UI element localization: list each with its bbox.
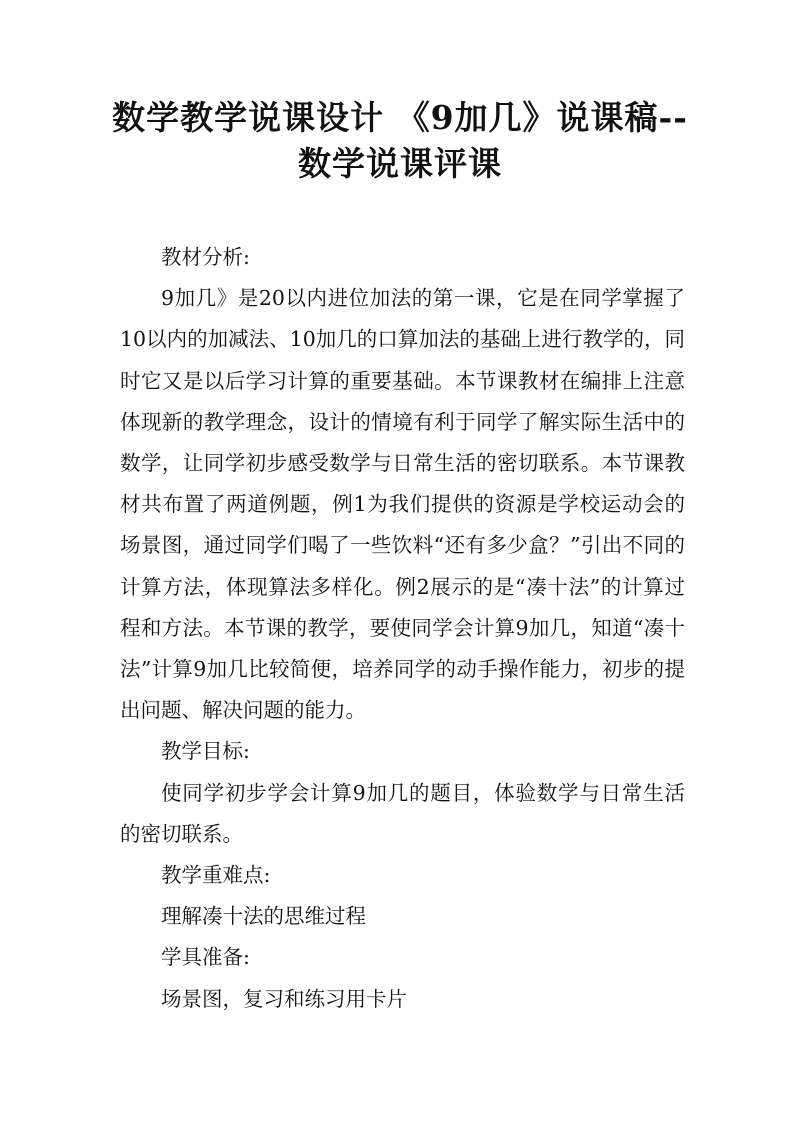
heading-teaching-goals: 教学目标: [161, 739, 250, 764]
heading-key-difficulties: 教学重难点: [161, 863, 271, 888]
paragraph-material-analysis: 9加几》是20以内进位加法的第一课，它是在同学掌握了10以内的加减法、10加几的口算加法的基础上进行教学的，同时它又是以后学习计算的重要基础。本节课教材在编排上注意体现新的教学理念，设计的情境有利于同学了解实际生活中的数学，让同学初步感受数学与日常生活的密切联系。本节课教材共布置了两道例题，例1为我们提供的资源是学校运动会的场景图，通过同学们喝了一些饮料“还有多少盒？”引出不同的计算方法，体现算法多样化。例2展示的是“凑十法”的计算过程和方法。本节课的教学，要使同学会计算9加几，知道“凑十法”计算9加几比较简便，培养同学的动手操作能力，初步的提出问题、解决问题的能力。 [120, 286, 685, 723]
document-body [120, 237, 685, 1020]
heading-material-analysis: 教材分析: [161, 245, 250, 269]
paragraph-key-difficulties: 理解凑十法的思维过程 [161, 904, 366, 929]
title-line-2: 数学说课评课 [298, 144, 502, 183]
title-line-1: 数学教学说课设计 《9加几》说课稿-- [112, 98, 688, 137]
document-title [80, 95, 720, 187]
paragraph-materials-prep: 场景图，复习和练习用卡片 [161, 986, 407, 1011]
heading-materials-prep: 学具准备: [161, 945, 250, 970]
paragraph-teaching-goals: 使同学初步学会计算9加几的题目，体验数学与日常生活的密切联系。 [120, 780, 685, 846]
